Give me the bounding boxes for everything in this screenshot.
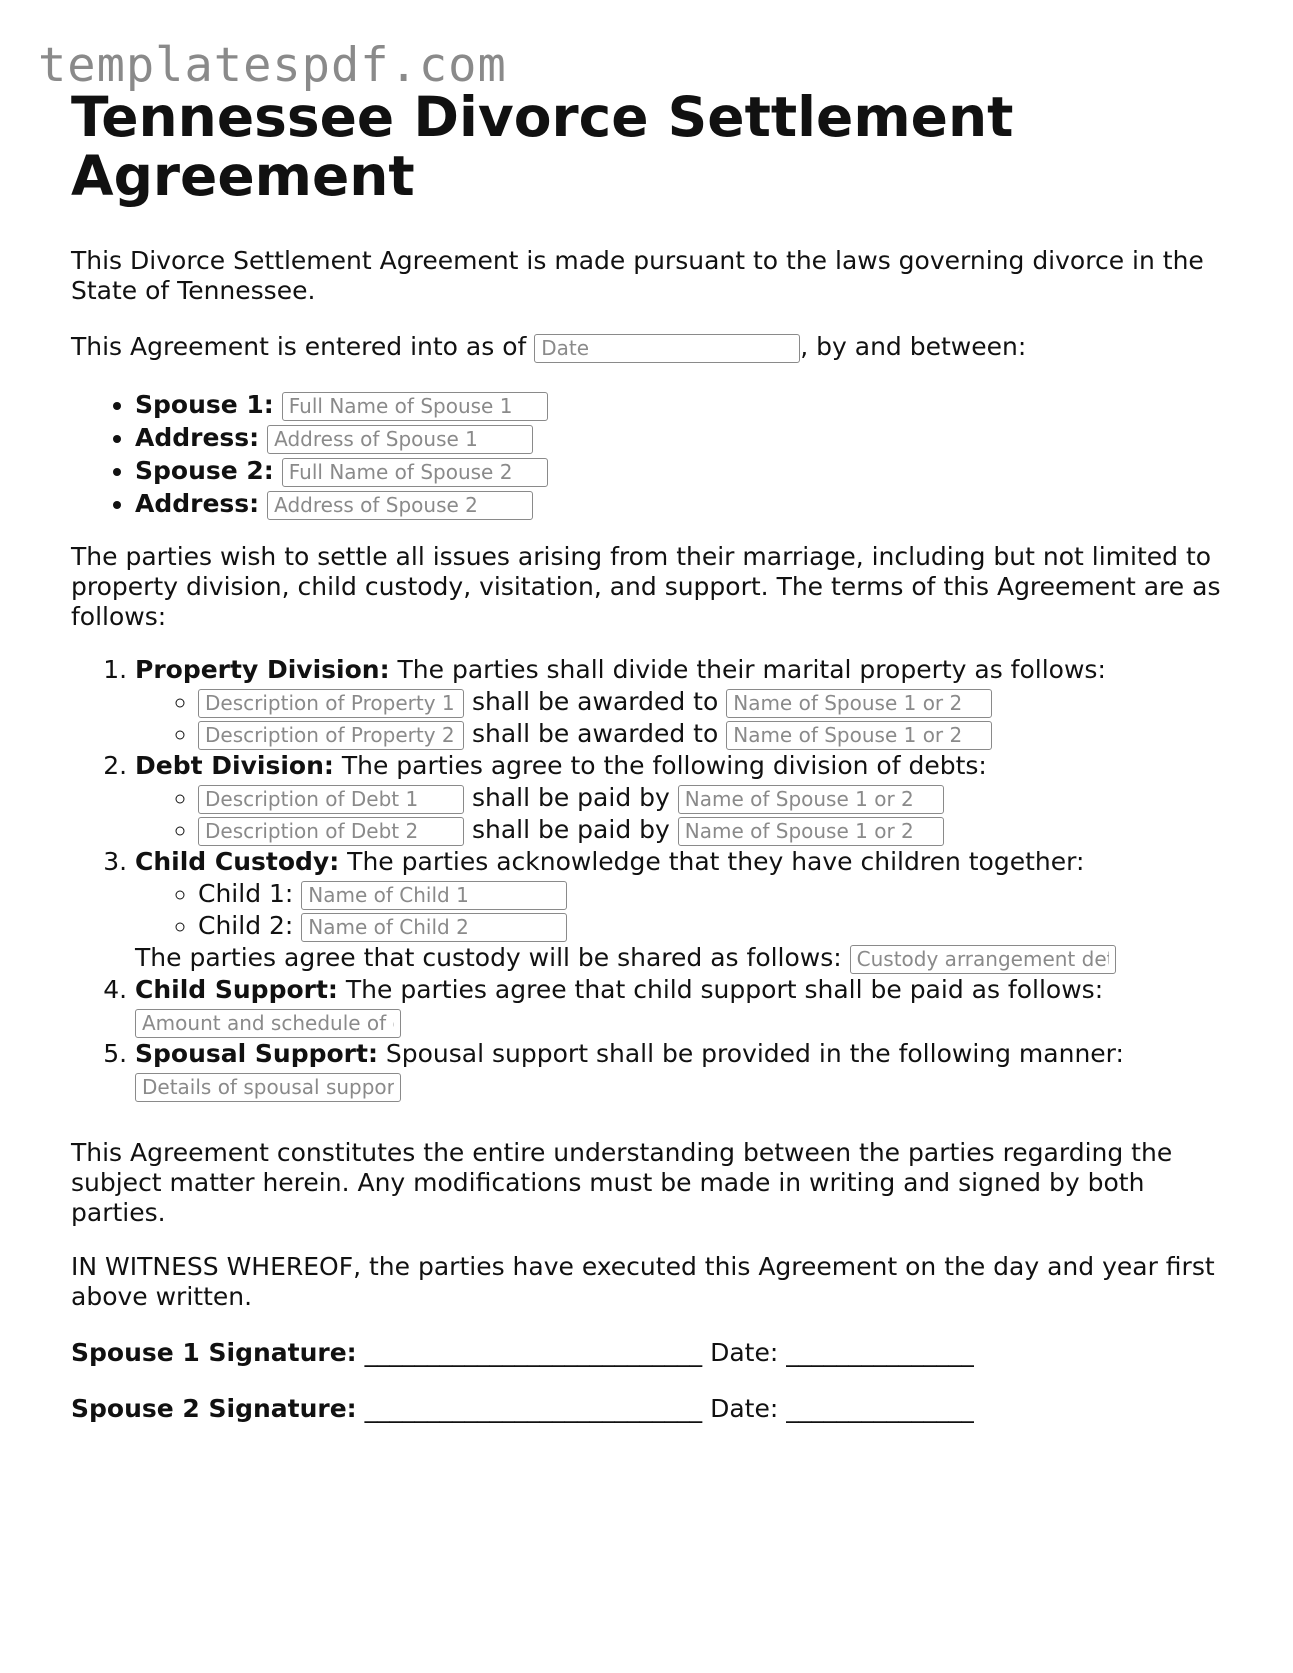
party-item <box>135 388 1231 421</box>
property-item <box>198 686 1231 718</box>
term-debt-division <box>135 750 1231 846</box>
document-page <box>71 85 1231 1424</box>
spousal-support-heading: Spousal Support: <box>135 1039 378 1068</box>
spouse-1-label: Spouse 1: <box>135 390 274 419</box>
spousal-support-text: Spousal support shall be provided in the following manner: <box>377 1039 1124 1068</box>
spouse-2-date-label: Date: <box>710 1394 779 1423</box>
custody-text: The parties acknowledge that they have children together: <box>339 847 1085 876</box>
awarded-text: shall be awarded to <box>471 687 719 716</box>
child-item <box>198 910 1231 942</box>
spouse-2-signature-blank: ___________________________ <box>364 1394 703 1423</box>
spouse-2-signature-label: Spouse 2 Signature: <box>71 1394 357 1423</box>
child-2-name-input[interactable] <box>301 913 567 942</box>
party-item <box>135 421 1231 454</box>
spouse-2-date-blank: _______________ <box>786 1394 974 1423</box>
entered-suffix: , by and between: <box>800 332 1027 361</box>
debt-item <box>198 782 1231 814</box>
child-item <box>198 878 1231 910</box>
child-support-text: The parties agree that child support shall be paid as follows: <box>337 975 1104 1004</box>
closing-paragraph: This Agreement constitutes the entire understanding between the parties regarding the subject matter herein. Any modifications must be made in writing and signed by both parties. <box>71 1138 1173 1227</box>
party-item <box>135 487 1231 520</box>
spouse-2-name-input[interactable] <box>282 458 548 487</box>
terms-list <box>71 654 1231 1102</box>
entered-prefix: This Agreement is entered into as of <box>71 332 527 361</box>
spouse-1-date-label: Date: <box>710 1338 779 1367</box>
party-item <box>135 454 1231 487</box>
property-1-spouse-input[interactable] <box>726 689 992 718</box>
spouse-1-signature-label: Spouse 1 Signature: <box>71 1338 357 1367</box>
witness-paragraph: IN WITNESS WHEREOF, the parties have executed this Agreement on the day and year first above written. <box>71 1252 1215 1311</box>
intro-paragraph: This Divorce Settlement Agreement is made pursuant to the laws governing divorce in the State of Tennessee. <box>71 246 1204 305</box>
property-text: The parties shall divide their marital property as follows: <box>389 655 1106 684</box>
watermark: templatespdf.com <box>38 38 507 93</box>
child-support-input[interactable] <box>135 1009 401 1038</box>
awarded-text: shall be awarded to <box>471 719 719 748</box>
spouse-1-date-blank: _______________ <box>786 1338 974 1367</box>
spouse-1-signature-blank: ___________________________ <box>364 1338 703 1367</box>
property-items <box>135 686 1231 750</box>
term-child-custody <box>135 846 1231 974</box>
term-child-support <box>135 974 1231 1038</box>
property-2-description-input[interactable] <box>198 721 464 750</box>
custody-arrangement-input[interactable] <box>850 945 1116 974</box>
spouse-2-address-input[interactable] <box>267 491 533 520</box>
debt-2-spouse-input[interactable] <box>678 817 944 846</box>
spouse-2-address-label: Address: <box>135 489 260 518</box>
child-2-label: Child 2: <box>198 911 294 940</box>
spouse-1-address-input[interactable] <box>267 425 533 454</box>
term-spousal-support <box>135 1038 1231 1102</box>
property-1-description-input[interactable] <box>198 689 464 718</box>
term-property-division <box>135 654 1231 750</box>
spouse-1-address-label: Address: <box>135 423 260 452</box>
agreement-date-input[interactable] <box>534 334 800 363</box>
spouse-1-signature-line <box>71 1338 1231 1368</box>
paid-by-text: shall be paid by <box>471 815 670 844</box>
page-title: Tennessee Divorce Settlement Agreement <box>71 85 1014 208</box>
debt-items <box>135 782 1231 846</box>
child-support-heading: Child Support: <box>135 975 338 1004</box>
wish-paragraph: The parties wish to settle all issues arising from their marriage, including but not limited to property division, child custody, visitation, and support. The terms of this Agreement are as follows: <box>71 542 1221 631</box>
child-1-label: Child 1: <box>198 879 294 908</box>
paid-by-text: shall be paid by <box>471 783 670 812</box>
spouse-2-label: Spouse 2: <box>135 456 274 485</box>
property-item <box>198 718 1231 750</box>
spouse-2-signature-line <box>71 1394 1231 1424</box>
parties-list <box>71 388 1231 520</box>
custody-shared-text: The parties agree that custody will be shared as follows: <box>135 943 842 972</box>
child-support-field-line <box>135 1006 1231 1038</box>
debt-2-description-input[interactable] <box>198 817 464 846</box>
children-list <box>135 878 1231 942</box>
debt-1-description-input[interactable] <box>198 785 464 814</box>
property-2-spouse-input[interactable] <box>726 721 992 750</box>
custody-shared-line <box>135 942 1231 974</box>
custody-heading: Child Custody: <box>135 847 340 876</box>
spousal-support-input[interactable] <box>135 1073 401 1102</box>
spousal-support-field-line <box>135 1070 1231 1102</box>
debt-text: The parties agree to the following division of debts: <box>333 751 987 780</box>
entered-paragraph <box>71 330 1231 364</box>
debt-heading: Debt Division: <box>135 751 334 780</box>
debt-1-spouse-input[interactable] <box>678 785 944 814</box>
debt-item <box>198 814 1231 846</box>
child-1-name-input[interactable] <box>301 881 567 910</box>
spouse-1-name-input[interactable] <box>282 392 548 421</box>
property-heading: Property Division: <box>135 655 390 684</box>
